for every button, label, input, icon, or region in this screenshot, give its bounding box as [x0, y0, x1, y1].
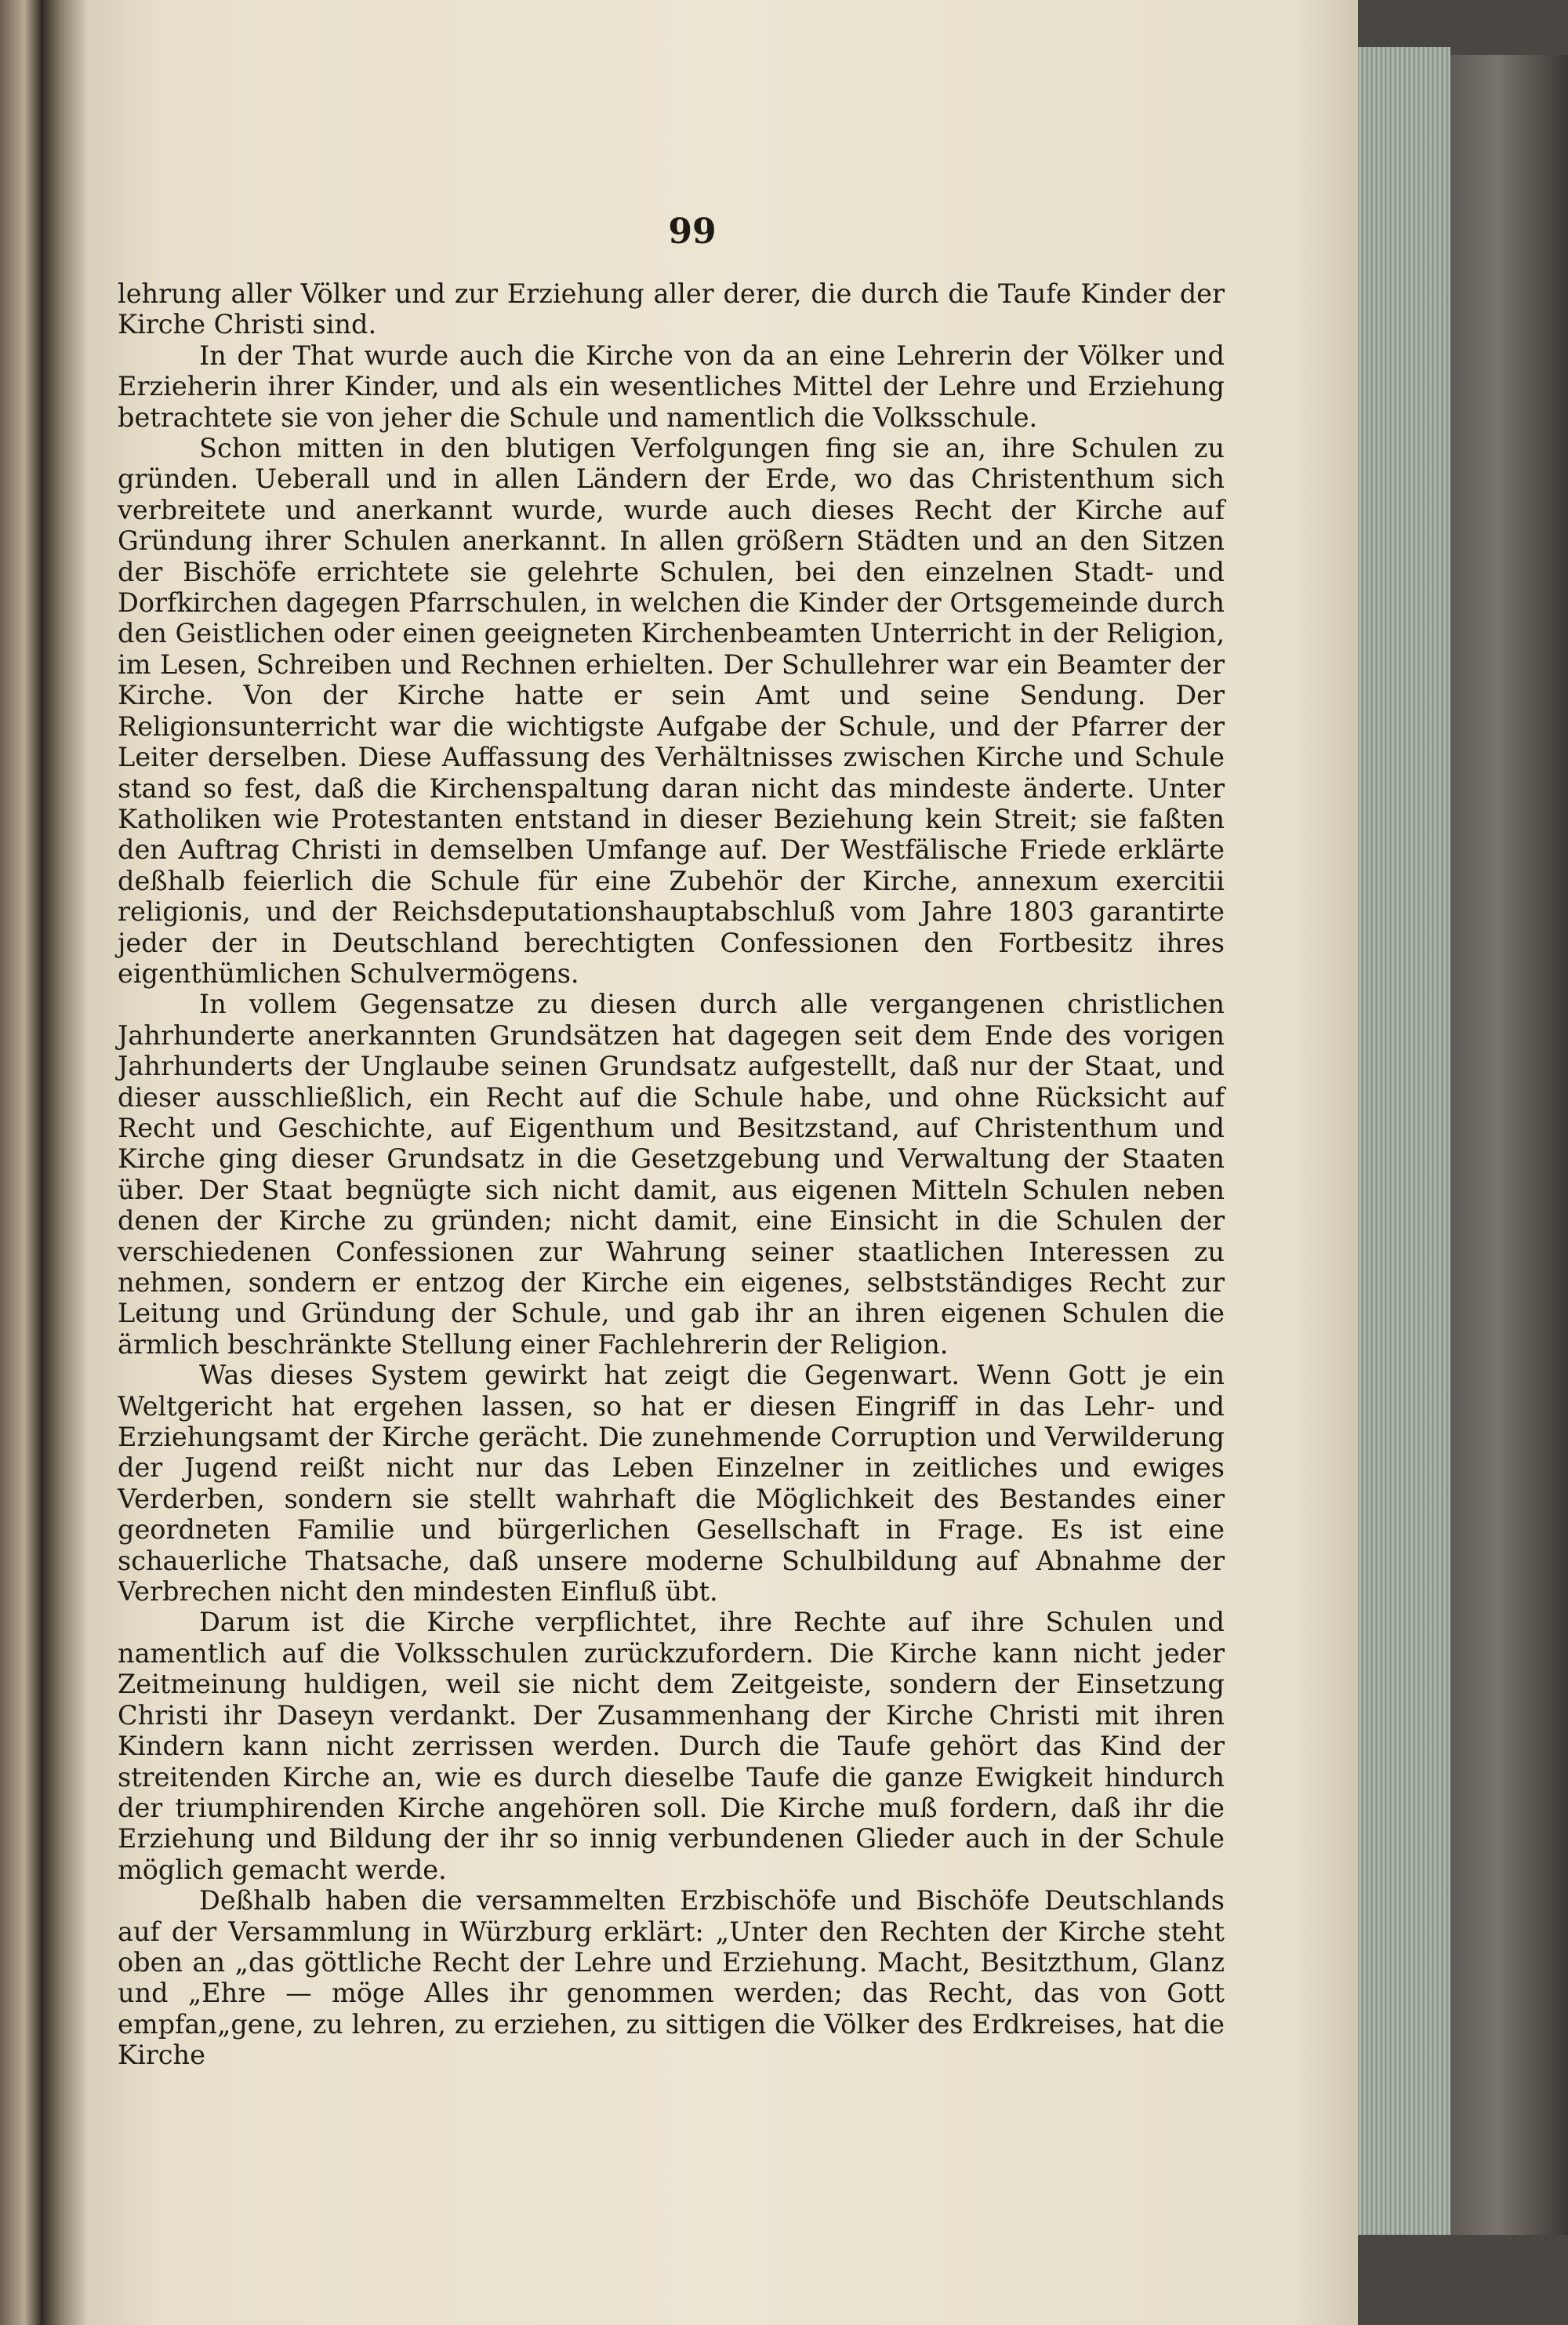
paragraph: In vollem Gegensatze zu diesen durch alle vergangenen christlichen Jahrhunderte anerkannten Grundsätzen hat dagegen seit dem Ende des vorigen Jahrhunderts der Unglaube seinen Grundsatz aufgestellt, daß nur der Staat, und dieser ausschließlich, ein Recht auf die Schule habe, und ohne Rücksicht auf Recht und Geschichte, auf Eigenthum und Besitzstand, auf Christenthum und Kirche ging dieser Grundsatz in die Gesetzgebung und Verwaltung der Staaten über. Der Staat begnügte sich nicht damit, aus eigenen Mitteln Schulen neben denen der Kirche zu gründen; nicht damit, eine Einsicht in die Schulen der verschiedenen Confessionen zur Wahrung seiner staatlichen Interessen zu nehmen, sondern er entzog der Kirche ein eigenes, selbstständiges Recht zur Leitung und Gründung der Schule, und gab ihr an ihren eigenen Schulen die ärmlich beschränkte Stellung einer Fachlehrerin der Religion. [118, 989, 1225, 1360]
paragraph: Was dieses System gewirkt hat zeigt die Gegenwart. Wenn Gott je ein Weltgericht hat ergehen lassen, so hat er diesen Eingriff in das Lehr- und Erziehungsamt der Kirche gerächt. Die zunehmende Corruption und Verwilderung der Jugend reißt nicht nur das Leben Einzelner in zeitliches und ewiges Verderben, sondern sie stellt wahrhaft die Möglichkeit des Bestandes einer geordneten Familie und bürgerlichen Gesellschaft in Frage. Es ist eine schauerliche Thatsache, daß unsere moderne Schulbildung auf Abnahme der Verbrechen nicht den mindesten Einfluß übt. [118, 1360, 1225, 1608]
paragraph: Deßhalb haben die versammelten Erzbischöfe und Bischöfe Deutschlands auf der Versammlung in Würzburg erklärt: „Unter den Rechten der Kirche steht oben an „das göttliche Recht der Lehre und Erziehung. Macht, Besitzthum, Glanz und „Ehre — möge Alles ihr genommen werden; das Recht, das von Gott empfan„gene, zu lehren, zu erziehen, zu sittigen die Völker des Erdkreises, hat die Kirche [118, 1885, 1225, 2071]
left-page-edge [0, 0, 41, 2325]
book-cover-edge [1450, 55, 1568, 2235]
paragraph: lehrung aller Völker und zur Erziehung aller derer, die durch die Taufe Kinder der Kirche Christi sind. [118, 278, 1225, 340]
paragraph: Darum ist die Kirche verpflichtet, ihre Rechte auf ihre Schulen und namentlich auf die Volksschulen zurückzufordern. Die Kirche kann nicht jeder Zeitmeinung huldigen, weil sie nicht dem Zeitgeiste, sondern der Einsetzung Christi ihr Daseyn verdankt. Der Zusammenhang der Kirche Christi mit ihren Kindern kann nicht zerrissen werden. Durch die Taufe gehört das Kind der streitenden Kirche an, wie es durch dieselbe Taufe die ganze Ewigkeit hindurch der triumphirenden Kirche angehören soll. Die Kirche muß fordern, daß ihr die Erziehung und Bildung der ihr so innig verbundenen Glieder auch in der Schule möglich gemacht werde. [118, 1607, 1225, 1885]
page-body [118, 278, 1225, 2071]
paragraph: Schon mitten in den blutigen Verfolgungen fing sie an, ihre Schulen zu gründen. Ueberall und in allen Ländern der Erde, wo das Christenthum sich verbreitete und anerkannt wurde, wurde auch dieses Recht der Kirche auf Gründung ihrer Schulen anerkannt. In allen größern Städten und an den Sitzen der Bischöfe errichtete sie gelehrte Schulen, bei den einzelnen Stadt- und Dorfkirchen dagegen Pfarrschulen, in welchen die Kinder der Ortsgemeinde durch den Geistlichen oder einen geeigneten Kirchenbeamten Unterricht in der Religion, im Lesen, Schreiben und Rechnen erhielten. Der Schullehrer war ein Beamter der Kirche. Von der Kirche hatte er sein Amt und seine Sendung. Der Religionsunterricht war die wichtigste Aufgabe der Schule, und der Pfarrer der Leiter derselben. Diese Auffassung des Verhältnisses zwischen Kirche und Schule stand so fest, daß die Kirchenspaltung daran nicht das mindeste änderte. Unter Katholiken wie Protestanten entstand in dieser Beziehung kein Streit; sie faßten den Auftrag Christi in demselben Umfange auf. Der Westfälische Friede erklärte deßhalb feierlich die Schule für eine Zubehör der Kirche, annexum exercitii religionis, und der Reichsdeputationshauptabschluß vom Jahre 1803 garantirte jeder der in Deutschland berechtigten Confessionen den Fortbesitz ihres eigenthümlichen Schulvermögens. [118, 433, 1225, 989]
book-gutter [41, 0, 88, 2325]
page-stack-edges [1358, 47, 1450, 2235]
page-number: 99 [668, 212, 717, 252]
paragraph: In der That wurde auch die Kirche von da an eine Lehrerin der Völker und Erzieherin ihrer Kinder, und als ein wesentliches Mittel der Lehre und Erziehung betrachtete sie von jeher die Schule und namentlich die Volksschule. [118, 340, 1225, 433]
